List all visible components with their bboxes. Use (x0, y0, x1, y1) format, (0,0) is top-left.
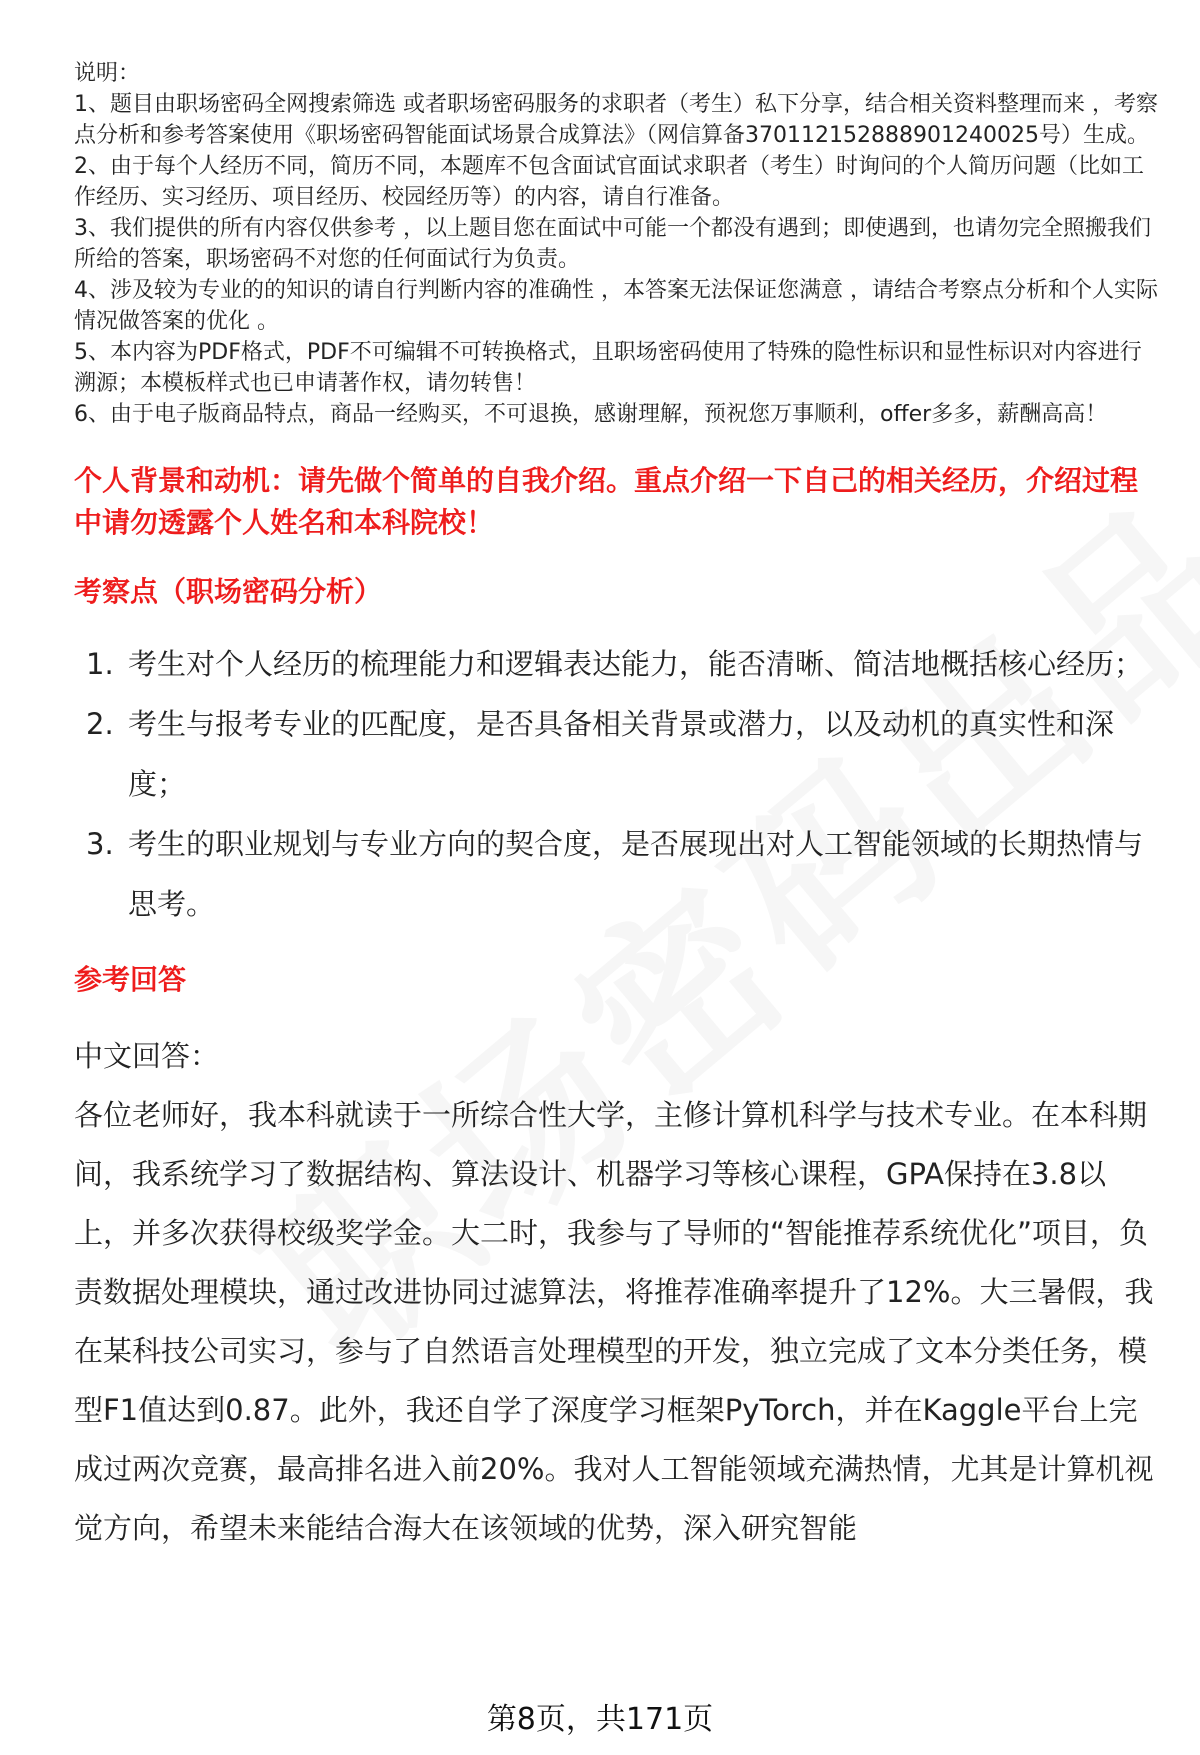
point-number: 2. (86, 707, 114, 741)
analysis-heading: 考察点（职场密码分析） (74, 575, 383, 608)
note-item: 5、本内容为PDF格式，PDF不可编辑不可转换格式，且职场密码使用了特殊的隐性标识和显性标识对内容进行溯源；本模板样式也已申请著作权，请勿转售！ (74, 340, 1142, 396)
point-text: 考生的职业规划与专业方向的契合度，是否展现出对人工智能领域的长期热情与思考。 (128, 827, 1144, 921)
reference-heading: 参考回答 (74, 963, 187, 996)
answer-label: 中文回答： (74, 1039, 220, 1073)
note-item: 6、由于电子版商品特点，商品一经购买，不可退换，感谢理解，预祝您万事顺利，offer多多，薪酬高高！ (74, 402, 1108, 427)
question-title: 个人背景和动机：请先做个简单的自我介绍。重点介绍一下自己的相关经历，介绍过程中请勿透露个人姓名和本科院校！ (74, 464, 1139, 539)
notes-title: 说明： (74, 61, 141, 86)
note-item: 3、我们提供的所有内容仅供参考 ，以上题目您在面试中可能一个都没有遇到；即使遇到，也请勿完全照搬我们所给的答案，职场密码不对您的任何面试行为负责。 (74, 216, 1151, 272)
analysis-point (74, 814, 1160, 934)
analysis-list (74, 634, 1160, 934)
analysis-point (74, 634, 1160, 694)
notes-section (74, 58, 1160, 430)
note-item: 2、由于每个人经历不同，简历不同，本题库不包含面试官面试求职者（考生）时询问的个人简历问题（比如工作经历、实习经历、项目经历、校园经历等）的内容，请自行准备。 (74, 154, 1145, 210)
analysis-point (74, 694, 1160, 814)
point-number: 1. (86, 647, 114, 681)
point-text: 考生对个人经历的梳理能力和逻辑表达能力，能否清晰、简洁地概括核心经历； (128, 647, 1144, 681)
point-number: 3. (86, 827, 114, 861)
page-number: 第8页，共171页 (486, 1702, 714, 1737)
answer-body: 各位老师好，我本科就读于一所综合性大学，主修计算机科学与技术专业。在本科期间，我系统学习了数据结构、算法设计、机器学习等核心课程，GPA保持在3.8以上，并多次获得校级奖学金。大二时，我参与了导师的“智能推荐系统优化”项目，负责数据处理模块，通过改进协同过滤算法，将推荐准确率提升了12%。大三暑假，我在某科技公司实习，参与了自然语言处理模型的开发，独立完成了文本分类任务，模型F1值达到0.87。此外，我还自学了深度学习框架PyTorch，并在Kaggle平台上完成过两次竞赛，最高排名进入前20%。我对人工智能领域充满热情，尤其是计算机视觉方向，希望未来能结合海大在该领域的优势，深入研究智能 (74, 1098, 1154, 1545)
point-text: 考生与报考专业的匹配度，是否具备相关背景或潜力，以及动机的真实性和深度； (128, 707, 1115, 801)
note-item: 4、涉及较为专业的的知识的请自行判断内容的准确性 ，本答案无法保证您满意 ，请结合考察点分析和个人实际情况做答案的优化 。 (74, 278, 1158, 334)
note-item: 1、题目由职场密码全网搜索筛选 或者职场密码服务的求职者（考生）私下分享，结合相关资料整理而来 ，考察点分析和参考答案使用《职场密码智能面试场景合成算法》（网信算备370112152888901240025号）生成。 (74, 92, 1158, 148)
document-page (74, 58, 1160, 1558)
